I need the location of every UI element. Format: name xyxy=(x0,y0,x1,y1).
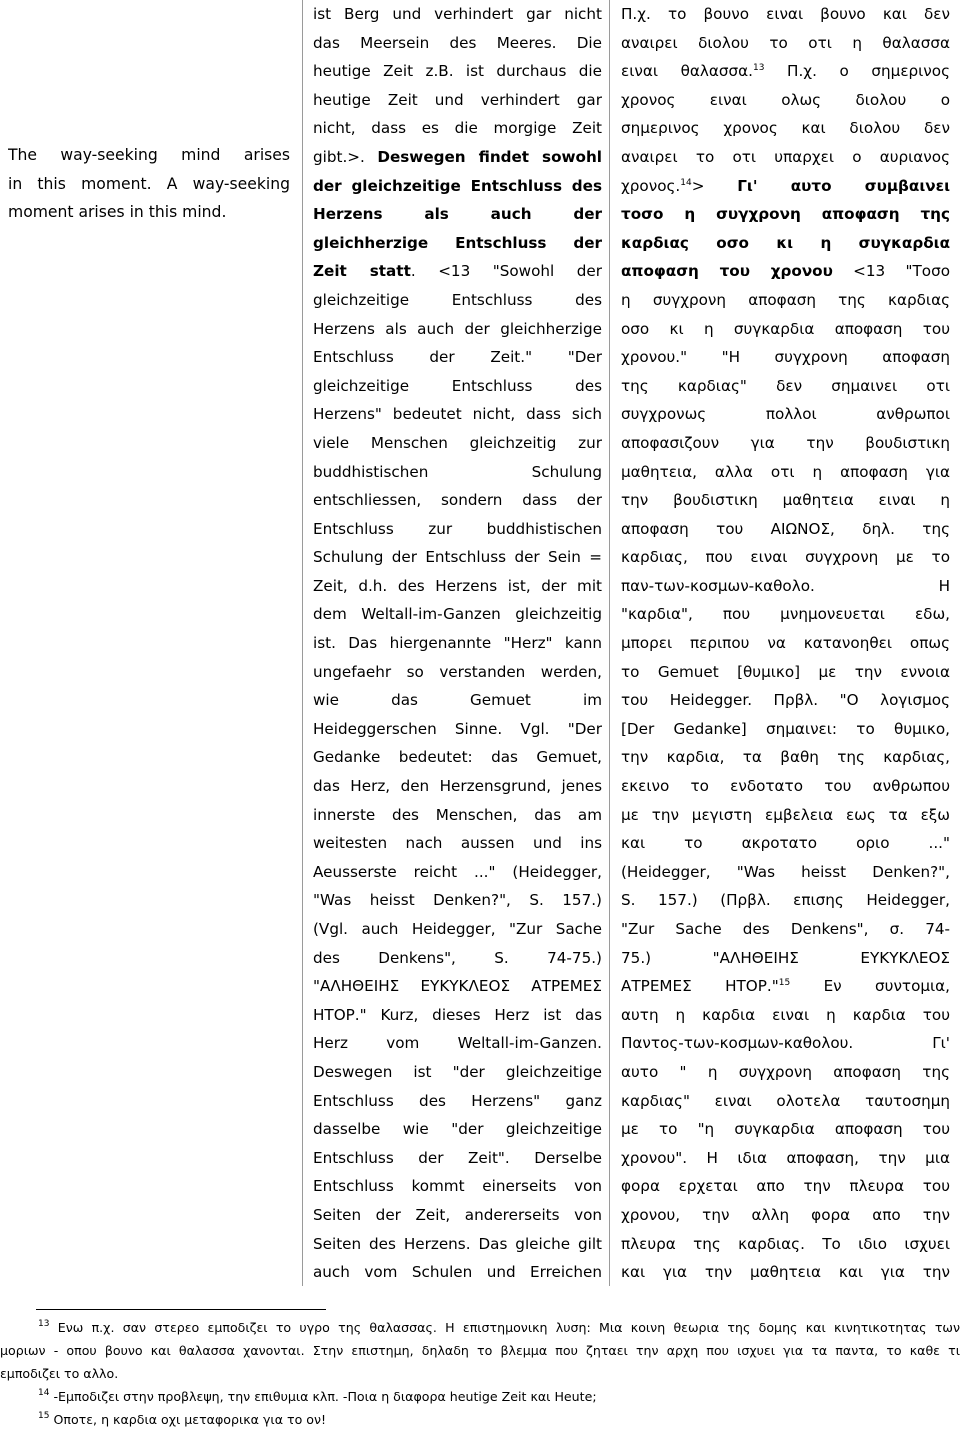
footnote-text: -Εμποδιζει στην προβλεψη, την επιθυμια κλπ. -Ποια η διαφορα heutige Zeit και Heute; xyxy=(53,1389,597,1404)
german-line xyxy=(313,829,602,858)
greek-line xyxy=(621,1115,950,1144)
text-run: . <13 "Sowohl der xyxy=(410,262,602,281)
text-run: καρδιας" ειναι ολοτελα ταυτοσημη xyxy=(621,1091,950,1110)
german-line xyxy=(313,1087,602,1116)
text-run: Zeit, d.h. des Herzens ist, der mit xyxy=(313,576,602,595)
text-run: Π.χ. ο σημερινος xyxy=(764,62,950,81)
footnote-line xyxy=(0,1362,960,1385)
greek-line xyxy=(621,686,950,715)
german-column xyxy=(302,0,610,1286)
text-run: gleichherzige Entschluss der xyxy=(313,233,602,252)
text-run: gleichzeitige Entschluss des xyxy=(313,290,602,309)
german-line xyxy=(313,658,602,687)
text-run: χρονου". Η ιδια αποφαση, την μια xyxy=(621,1148,950,1167)
text-run: σημερινος χρονος και διολου δεν xyxy=(621,119,950,138)
german-line xyxy=(313,400,602,429)
german-line xyxy=(313,200,602,229)
text-run: Gedanke bedeutet: das Gemuet, xyxy=(313,748,602,767)
text-run: heutige Zeit und verhindert gar xyxy=(313,90,602,109)
text-run: Γι' αυτο συμβαινει xyxy=(737,176,950,195)
text-run: με το "η συγκαρδια αποφαση του xyxy=(621,1120,950,1139)
text-run: του Heidegger. Πρβλ. "Ο λογισμος xyxy=(621,691,950,710)
greek-line xyxy=(621,315,950,344)
greek-line xyxy=(621,658,950,687)
footnote-line xyxy=(0,1339,960,1362)
german-line xyxy=(313,1029,602,1058)
greek-line xyxy=(621,972,950,1001)
text-run: με την μεγιστη εμβελεια εως τα εξω xyxy=(621,805,950,824)
german-line xyxy=(313,229,602,258)
greek-line xyxy=(621,1144,950,1173)
footnote-ref: 15 xyxy=(778,978,791,989)
greek-line xyxy=(621,515,950,544)
text-run: Heideggerschen Sinne. Vgl. "Der xyxy=(313,719,602,738)
text-run: ΗΤΟΡ." Kurz, dieses Herz ist das xyxy=(313,1005,602,1024)
german-line xyxy=(313,1001,602,1030)
footnote-text: Οποτε, η καρδια οχι μεταφορικα για το ον! xyxy=(53,1412,327,1427)
text-run: Seiten der Zeit, andererseits von xyxy=(313,1205,602,1224)
german-line xyxy=(313,143,602,172)
text-run: das Meersein des Meeres. Die xyxy=(313,33,602,52)
text-run: (Heidegger, "Was heisst Denken?", xyxy=(621,862,950,881)
german-line xyxy=(313,715,602,744)
german-line xyxy=(313,1144,602,1173)
footnote-number: 15 xyxy=(38,1411,50,1421)
text-run: αυτο " η συγχρονη αποφαση της xyxy=(621,1062,950,1081)
footnote-line xyxy=(0,1316,960,1339)
german-line xyxy=(313,1172,602,1201)
text-run: ΑΤΡΕΜΕΣ ΗΤΟΡ." xyxy=(621,977,779,996)
german-line xyxy=(313,458,602,487)
text-run: <13 "Τοσο xyxy=(832,262,950,281)
footnote-ref: 14 xyxy=(680,177,692,188)
text-run: [Der Gedanke] σημαινει: το θυμικο, xyxy=(621,719,950,738)
text-run: auch vom Schulen und Erreichen xyxy=(313,1263,602,1282)
text-run: χρονος ειναι ολως διολου ο xyxy=(621,90,950,109)
german-line xyxy=(313,315,602,344)
greek-line xyxy=(621,143,950,172)
text-run: dem Weltall-im-Ganzen gleichzeitig xyxy=(313,605,602,624)
greek-line xyxy=(621,944,950,973)
german-line xyxy=(313,0,602,29)
greek-text xyxy=(610,0,960,1287)
german-line xyxy=(313,57,602,86)
german-line xyxy=(313,1058,602,1087)
greek-line xyxy=(621,801,950,830)
text-run: οσο κι η συγκαρδια αποφαση του xyxy=(621,319,950,338)
footnote-separator xyxy=(36,1309,326,1310)
text-run: αναιρει διολου το οτι η θαλασσα xyxy=(621,33,950,52)
footnote-text: εμποδιζει το αλλο. xyxy=(0,1366,119,1381)
text-run: και το ακροτατο οριο ..." xyxy=(621,834,950,853)
text-run: η συγχρονη αποφαση της καρδιας xyxy=(621,290,950,309)
greek-line xyxy=(621,600,950,629)
text-run: gleichzeitige Entschluss des xyxy=(313,376,602,395)
text-run: des Denkens", S. 74-75.) xyxy=(313,948,602,967)
text-run: Παντος-των-κοσμων-καθολου. Γι' xyxy=(621,1034,950,1053)
greek-line xyxy=(621,57,950,86)
text-run: Seiten des Herzens. Das gleiche gilt xyxy=(313,1234,602,1253)
german-line xyxy=(313,886,602,915)
german-line xyxy=(313,858,602,887)
text-run: gibt.>. xyxy=(313,147,378,166)
greek-line xyxy=(621,1172,950,1201)
text-run: Entschluss kommt einerseits von xyxy=(313,1177,602,1196)
text-run: Deswegen findet sowohl xyxy=(377,147,602,166)
footnote-line xyxy=(0,1385,960,1408)
text-run: ist Berg und verhindert gar nicht xyxy=(313,5,602,23)
text-run: τοσο η συγχρονη αποφαση της xyxy=(621,205,950,224)
text-run: και για την μαθητεια και για την xyxy=(621,1263,950,1282)
greek-line xyxy=(621,486,950,515)
text-run: "Zur Sache des Denkens", σ. 74- xyxy=(621,920,950,938)
text-run: viele Menschen gleichzeitig zur xyxy=(313,433,602,452)
epigraph-line: moment arises in this mind. xyxy=(8,203,227,222)
text-run: πλευρα της καρδιας. Το ιδιο ισχυει xyxy=(621,1234,950,1253)
greek-line xyxy=(621,343,950,372)
epigraph-line: The way-seeking mind arises xyxy=(8,146,290,164)
text-run: 75.) "ΑΛΗΘΕΙΗΣ ΕΥΚΥΚΛΕΟΣ xyxy=(621,948,950,967)
german-line xyxy=(313,172,602,201)
german-line xyxy=(313,114,602,143)
greek-line xyxy=(621,1230,950,1259)
german-line xyxy=(313,343,602,372)
greek-line xyxy=(621,715,950,744)
greek-line xyxy=(621,86,950,115)
greek-line xyxy=(621,629,950,658)
text-run: αποφασιζουν για την βουδιστικη xyxy=(621,433,950,452)
text-run: Zeit statt xyxy=(313,262,411,281)
text-run: heutige Zeit z.B. ist durchaus die xyxy=(313,62,602,81)
text-run: Deswegen ist "der gleichzeitige xyxy=(313,1062,602,1081)
greek-column xyxy=(610,0,960,1287)
text-run: συγχρονως πολλοι ανθρωποι xyxy=(621,405,950,424)
text-run: das Herz, den Herzensgrund, jenes xyxy=(313,777,602,796)
german-line xyxy=(313,86,602,115)
footnote-text: μοριων - οπου βουνο και θαλασσα χανονται. Στην επιστημη, δηλαδη το βλεμμα που ζηταει την αρχη που ισχυει για τα παντα, το καθε τι xyxy=(0,1343,960,1358)
text-run: εκεινο το ενδοτατο του ανθρωπου xyxy=(621,777,950,796)
text-run: wie das Gemuet im xyxy=(313,691,602,710)
greek-line xyxy=(621,229,950,258)
german-line xyxy=(313,600,602,629)
text-run: dasselbe wie "der gleichzeitige xyxy=(313,1120,602,1139)
german-line xyxy=(313,372,602,401)
text-run: weitesten nach aussen und ins xyxy=(313,834,602,853)
text-run: αυτη η καρδια ειναι η καρδια του xyxy=(621,1005,950,1024)
greek-line xyxy=(621,257,950,286)
german-line xyxy=(313,1201,602,1230)
text-run: nicht, dass es die morgige Zeit xyxy=(313,119,602,138)
german-line xyxy=(313,915,602,944)
footnote-text: Ενω π.χ. σαν στερεο εμποδιζει το υγρο της θαλασσας. Η επιστημονικη λυση: Μια κοινη θεωρια της δομης και κινητικοτητας των xyxy=(57,1320,960,1335)
german-line xyxy=(313,572,602,601)
greek-line xyxy=(621,114,950,143)
text-run: της καρδιας" δεν σημαινει οτι xyxy=(621,376,950,395)
german-line xyxy=(313,1258,602,1287)
footnote-line xyxy=(0,1408,960,1431)
text-run: μαθητεια, αλλα οτι η αποφαση για xyxy=(621,462,950,481)
greek-line xyxy=(621,543,950,572)
text-run: ist. Das hiergenannte "Herz" kann xyxy=(313,634,602,653)
text-run: χρονος. xyxy=(621,176,681,195)
german-text xyxy=(303,0,609,1287)
greek-line xyxy=(621,1058,950,1087)
greek-line xyxy=(621,772,950,801)
greek-line xyxy=(621,200,950,229)
text-run: Schulung der Entschluss der Sein = xyxy=(313,548,602,567)
text-run: S. 157.) (Πρβλ. επισης Heidegger, xyxy=(621,891,950,910)
text-run: Aeusserste reicht ..." (Heidegger, xyxy=(313,862,602,881)
text-run: αναιρει το οτι υπαρχει ο αυριανος xyxy=(621,147,950,166)
greek-line xyxy=(621,458,950,487)
greek-line xyxy=(621,286,950,315)
text-run: το Gemuet [θυμικο] με την εννοια xyxy=(621,662,950,681)
text-run: "ΑΛΗΘΕΙΗΣ ΕΥΚΥΚΛΕΟΣ ΑΤΡΕΜΕΣ xyxy=(313,977,602,996)
greek-line xyxy=(621,0,950,29)
text-run: Entschluss des Herzens" ganz xyxy=(313,1091,602,1110)
text-run: Herz vom Weltall-im-Ganzen. xyxy=(313,1034,602,1053)
footnote-number: 14 xyxy=(38,1388,50,1398)
german-line xyxy=(313,29,602,58)
greek-line xyxy=(621,1029,950,1058)
german-line xyxy=(313,486,602,515)
epigraph xyxy=(0,141,300,227)
text-run: φορα ερχεται απο την πλευρα του xyxy=(621,1177,950,1196)
text-run: > xyxy=(691,176,738,195)
text-run: Entschluss der Zeit." "Der xyxy=(313,348,602,367)
greek-line xyxy=(621,400,950,429)
text-run: Εν συντομια, xyxy=(790,977,950,996)
german-line xyxy=(313,429,602,458)
greek-line xyxy=(621,886,950,915)
german-line xyxy=(313,801,602,830)
text-run: χρονου." "Η συγχρονη αποφαση xyxy=(621,348,950,367)
footnote-number: 13 xyxy=(38,1319,50,1329)
text-run: χρονου, την αλλη φορα απο την xyxy=(621,1205,950,1224)
text-run: ειναι θαλασσα. xyxy=(621,62,753,81)
epigraph-column xyxy=(0,141,300,227)
greek-line xyxy=(621,915,950,944)
greek-line xyxy=(621,429,950,458)
footnotes xyxy=(0,1316,960,1431)
text-run: Π.χ. το βουνο ειναι βουνο και δεν xyxy=(621,5,950,23)
text-run: Herzens als auch der xyxy=(313,205,602,224)
text-run: "καρδια", που μνημονευεται εδω, xyxy=(621,605,950,624)
greek-line xyxy=(621,572,950,601)
footnote-ref: 13 xyxy=(752,63,765,74)
text-run: μπορει περιπου να κατανοηθει οπως xyxy=(621,634,950,653)
text-run: Entschluss zur buddhistischen xyxy=(313,519,602,538)
greek-line xyxy=(621,1258,950,1287)
epigraph-line: in this moment. A way-seeking xyxy=(8,174,290,193)
text-run: "Was heisst Denken?", S. 157.) xyxy=(313,891,602,910)
greek-line xyxy=(621,858,950,887)
text-run: αποφαση του χρονου xyxy=(621,262,833,281)
text-run: buddhistischen Schulung xyxy=(313,462,602,481)
text-run: entschliessen, sondern dass der xyxy=(313,491,602,510)
german-line xyxy=(313,515,602,544)
text-run: την καρδια, τα βαθη της καρδιας, xyxy=(621,748,950,767)
text-run: innerste des Menschen, das am xyxy=(313,805,602,824)
greek-line xyxy=(621,829,950,858)
text-run: Entschluss der Zeit". Derselbe xyxy=(313,1148,602,1167)
text-run: καρδιας, που ειναι συγχρονη με το xyxy=(621,548,950,567)
german-line xyxy=(313,772,602,801)
greek-line xyxy=(621,172,950,201)
greek-line xyxy=(621,1201,950,1230)
text-run: (Vgl. auch Heidegger, "Zur Sache xyxy=(313,920,602,938)
german-line xyxy=(313,944,602,973)
text-run: ungefaehr so verstanden werden, xyxy=(313,662,602,681)
german-line xyxy=(313,743,602,772)
text-run: καρδιας οσο κι η συγκαρδια xyxy=(621,233,950,252)
german-line xyxy=(313,686,602,715)
greek-line xyxy=(621,372,950,401)
greek-line xyxy=(621,743,950,772)
german-line xyxy=(313,972,602,1001)
greek-line xyxy=(621,1087,950,1116)
text-run: παν-των-κοσμων-καθολο. Η xyxy=(621,576,950,595)
text-run: der gleichzeitige Entschluss des xyxy=(313,176,602,195)
german-line xyxy=(313,543,602,572)
text-run: την βουδιστικη μαθητεια ειναι η xyxy=(621,491,950,510)
german-line xyxy=(313,1230,602,1259)
german-line xyxy=(313,286,602,315)
text-run: αποφαση του ΑΙΩΝΟΣ, δηλ. της xyxy=(621,519,950,538)
german-line xyxy=(313,1115,602,1144)
german-line xyxy=(313,629,602,658)
greek-line xyxy=(621,29,950,58)
greek-line xyxy=(621,1001,950,1030)
german-line xyxy=(313,257,602,286)
text-run: Herzens als auch der gleichherzige xyxy=(313,319,602,338)
text-run: Herzens" bedeutet nicht, dass sich xyxy=(313,405,602,424)
